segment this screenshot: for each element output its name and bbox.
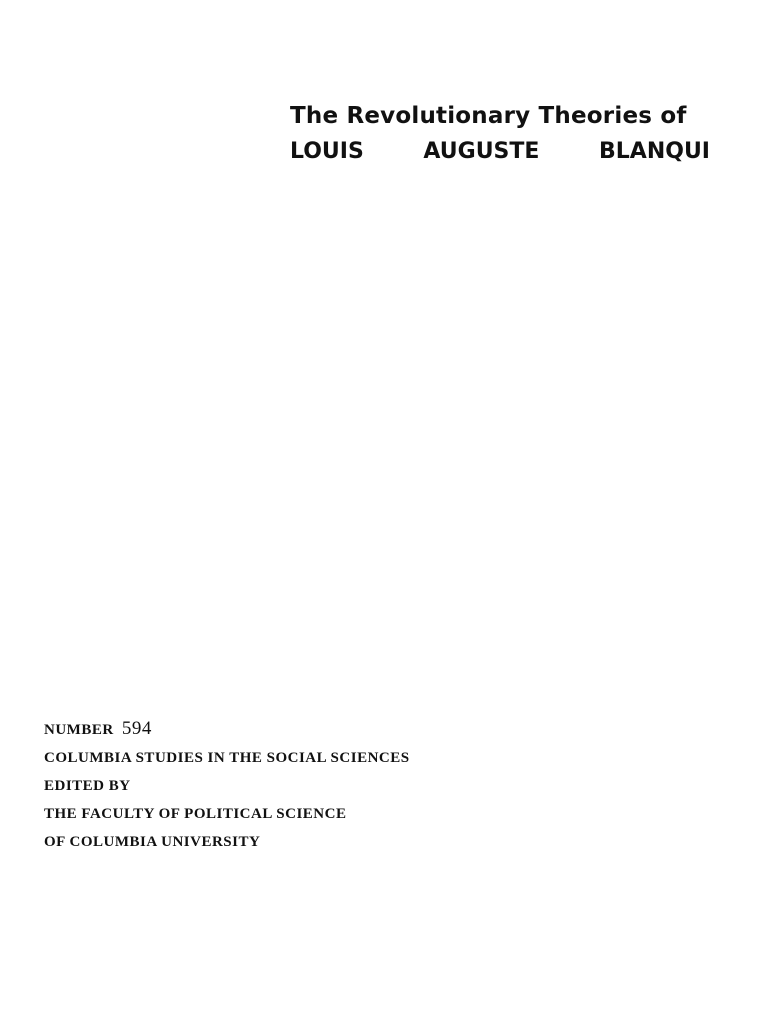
series-number-label: NUMBER [44, 722, 114, 738]
series-edited-by: EDITED BY [44, 778, 131, 794]
series-info [44, 715, 564, 856]
title-line-1: The Revolutionary Theories of [290, 103, 687, 129]
author-first-name: LOUIS [290, 139, 364, 164]
series-university: OF COLUMBIA UNIVERSITY [44, 834, 261, 850]
series-title: COLUMBIA STUDIES IN THE SOCIAL SCIENCES [44, 750, 410, 766]
author-middle-name: AUGUSTE [423, 139, 540, 164]
series-number-value: 594 [121, 718, 152, 739]
series-editor: THE FACULTY OF POLITICAL SCIENCE [44, 806, 347, 822]
book-title [290, 98, 720, 170]
author-name [290, 134, 710, 170]
author-last-name: BLANQUI [599, 139, 710, 164]
series-number [44, 715, 564, 744]
